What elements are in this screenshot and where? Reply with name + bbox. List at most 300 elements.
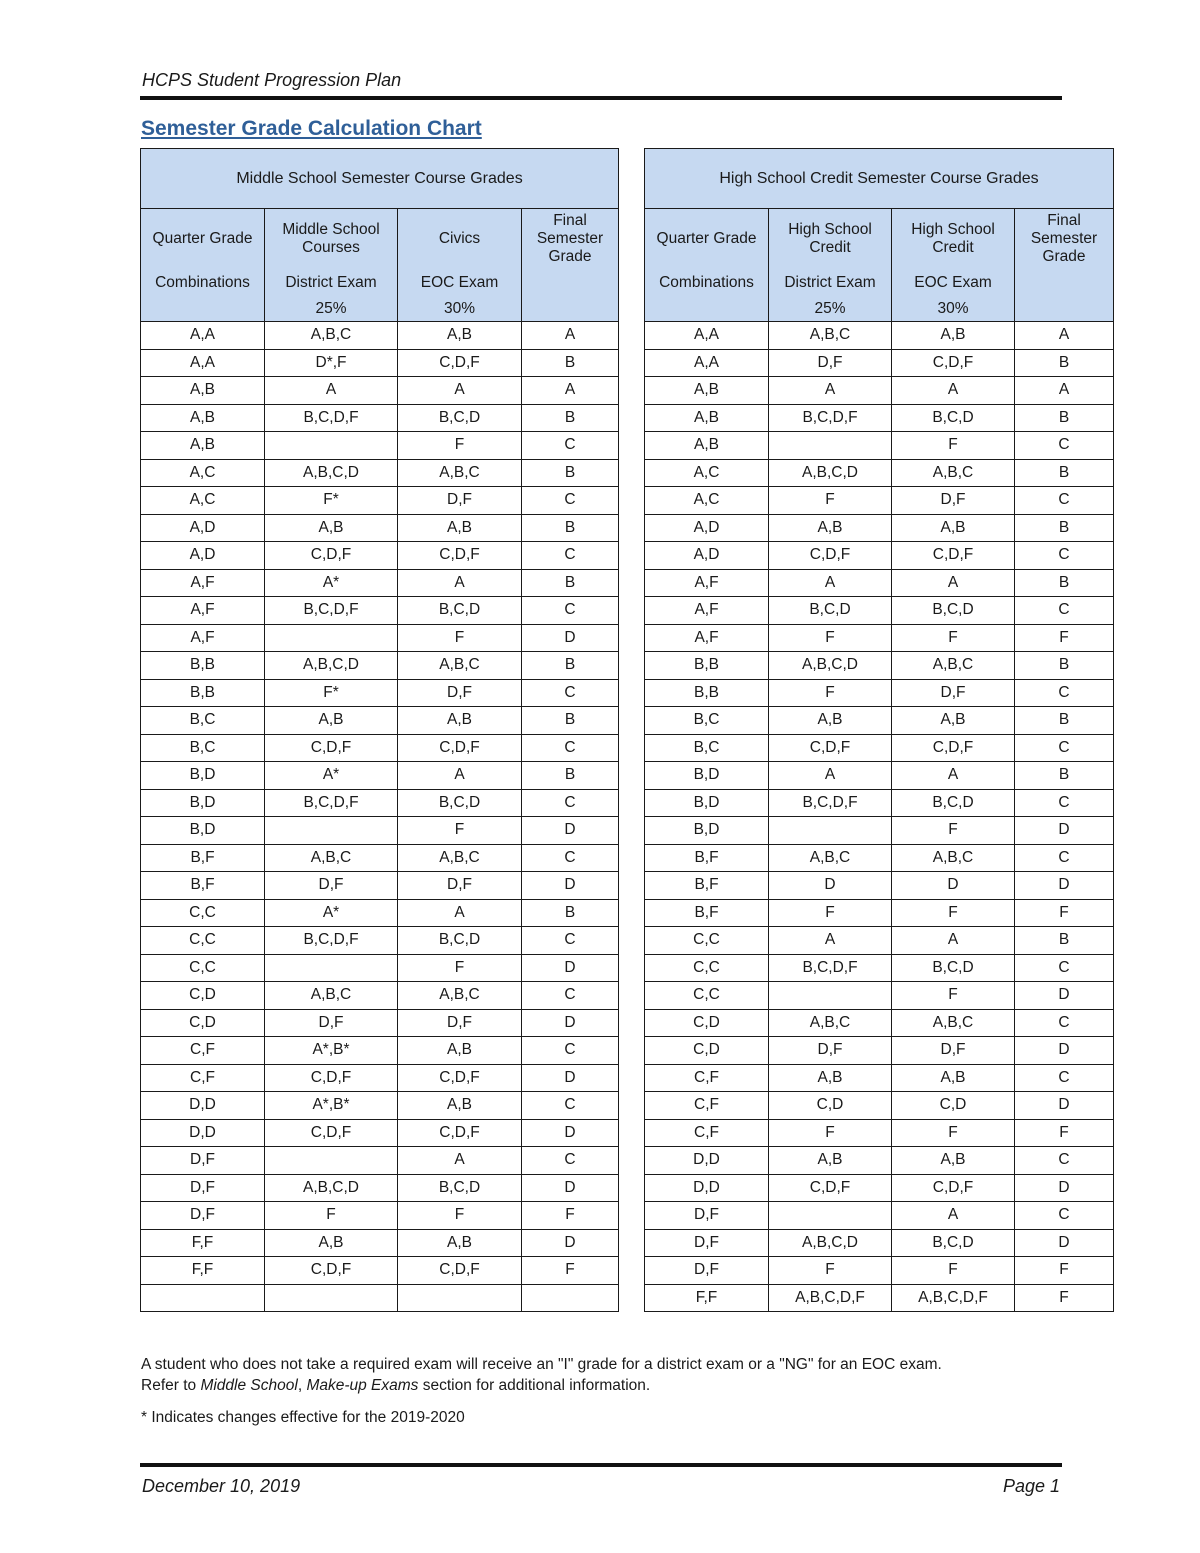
table-cell: C [522, 927, 619, 955]
table-cell: D [1015, 872, 1114, 900]
table-cell: A [398, 1147, 522, 1175]
table-cell: A,A [645, 322, 769, 350]
table-cell: D,F [645, 1257, 769, 1285]
table-cell: B,C,D [398, 1174, 522, 1202]
table-cell: A [398, 899, 522, 927]
table-cell: A,F [141, 569, 265, 597]
column-weight [645, 297, 769, 322]
column-weight: 30% [398, 297, 522, 322]
table-cell: B,C,D [892, 789, 1015, 817]
table-row [645, 872, 1114, 900]
table-cell: B [522, 514, 619, 542]
table-cell: C,D,F [398, 542, 522, 570]
table-cell: C,D [645, 1009, 769, 1037]
table-row [645, 432, 1114, 460]
table-cell: A* [265, 762, 398, 790]
refer-note [141, 1377, 650, 1395]
table-cell: A [769, 569, 892, 597]
table-cell: B [1015, 652, 1114, 680]
table-cell: A,C [645, 459, 769, 487]
table-cell: C [522, 597, 619, 625]
table-cell: A [892, 927, 1015, 955]
table-row [645, 597, 1114, 625]
table-cell [769, 817, 892, 845]
table-cell: D,D [141, 1092, 265, 1120]
table-cell: C [522, 1037, 619, 1065]
table-cell: A,B [892, 1147, 1015, 1175]
table-row [141, 1037, 619, 1065]
table-cell: D [522, 1174, 619, 1202]
table-cell: B,C,D [769, 597, 892, 625]
table-cell: B [1015, 514, 1114, 542]
table-cell: C [1015, 1009, 1114, 1037]
table-cell: C,C [645, 954, 769, 982]
table-cell: B,C,D,F [265, 597, 398, 625]
table-cell: D,F [892, 1037, 1015, 1065]
table-row [645, 459, 1114, 487]
column-weight [141, 297, 265, 322]
table-row [141, 1257, 619, 1285]
table-cell [769, 982, 892, 1010]
table-cell: F [892, 432, 1015, 460]
table-cell: F [398, 954, 522, 982]
table-row [141, 1147, 619, 1175]
table-row [645, 1147, 1114, 1175]
table-row [645, 1064, 1114, 1092]
table-cell: A,F [141, 624, 265, 652]
table-cell: A,B,C [892, 459, 1015, 487]
table-cell: C,D,F [265, 1119, 398, 1147]
table-cell: C,D [645, 1037, 769, 1065]
table-cell: F [522, 1257, 619, 1285]
refer-section-makeup: Make-up Exams [306, 1377, 419, 1394]
column-header: High School Credit [769, 209, 892, 270]
table-cell: A,B [769, 1064, 892, 1092]
table-row [141, 322, 619, 350]
table-cell: D [522, 817, 619, 845]
table-row [141, 789, 619, 817]
table-cell: F* [265, 679, 398, 707]
table-cell: A,D [645, 542, 769, 570]
table-cell: F [892, 1119, 1015, 1147]
table-row [141, 982, 619, 1010]
table-cell: D,F [398, 1009, 522, 1037]
middle-group-title: Middle School Semester Course Grades [141, 149, 619, 209]
table-cell: B,C,D [892, 954, 1015, 982]
table-cell: B [522, 899, 619, 927]
table-row [141, 1009, 619, 1037]
table-cell: B,F [645, 872, 769, 900]
table-row [141, 432, 619, 460]
table-cell: F [1015, 1257, 1114, 1285]
table-cell: A,B,C,D [769, 652, 892, 680]
table-cell: B,C,D,F [769, 789, 892, 817]
header-rule [140, 96, 1062, 100]
table-cell: F [1015, 1119, 1114, 1147]
table-cell: D [1015, 982, 1114, 1010]
table-cell: C [1015, 844, 1114, 872]
table-cell: B,D [645, 789, 769, 817]
high-group-title: High School Credit Semester Course Grades [645, 149, 1114, 209]
table-cell: A,D [141, 514, 265, 542]
table-cell: A,B [141, 432, 265, 460]
table-cell: C [522, 679, 619, 707]
table-cell: C,D [769, 1092, 892, 1120]
table-cell: A,B [769, 1147, 892, 1175]
footer-page-number: Page 1 [1002, 1476, 1060, 1496]
table-row [645, 514, 1114, 542]
table-cell: B,C,D,F [265, 789, 398, 817]
table-cell: C [1015, 954, 1114, 982]
table-cell: A,B,C [398, 459, 522, 487]
table-cell: C [522, 1147, 619, 1175]
table-row [141, 487, 619, 515]
table-cell: A,B [398, 322, 522, 350]
high-school-table [644, 148, 1114, 1312]
table-cell: D [769, 872, 892, 900]
table-cell: A,B,C [892, 1009, 1015, 1037]
table-cell: A,F [645, 597, 769, 625]
table-cell: C,C [645, 927, 769, 955]
column-weight: 25% [769, 297, 892, 322]
table-cell: F [1015, 899, 1114, 927]
table-cell: F [892, 899, 1015, 927]
table-cell: B [522, 652, 619, 680]
table-cell: F [892, 624, 1015, 652]
table-row [141, 1202, 619, 1230]
table-cell: C [522, 487, 619, 515]
table-row [141, 514, 619, 542]
table-cell: D [1015, 817, 1114, 845]
table-cell: A,B,C,D [769, 1229, 892, 1257]
table-cell: C,D,F [398, 1064, 522, 1092]
table-row [141, 817, 619, 845]
table-cell: C,D,F [265, 1257, 398, 1285]
table-cell: D [522, 624, 619, 652]
table-cell: C [1015, 679, 1114, 707]
table-cell: A,F [645, 624, 769, 652]
table-cell: F [398, 1202, 522, 1230]
table-cell: A,C [645, 487, 769, 515]
table-row [141, 954, 619, 982]
table-row [141, 569, 619, 597]
table-row [141, 844, 619, 872]
table-cell: A,B [265, 707, 398, 735]
table-cell: B,B [141, 679, 265, 707]
table-cell: D [522, 1229, 619, 1257]
table-cell: F [398, 817, 522, 845]
table-row [141, 1229, 619, 1257]
table-row [645, 679, 1114, 707]
column-subheader: Combinations [141, 269, 265, 297]
refer-prefix: Refer to [141, 1377, 201, 1394]
table-cell: A [522, 377, 619, 405]
table-row [645, 1037, 1114, 1065]
table-cell: C,D,F [265, 1064, 398, 1092]
table-cell: A,B,C [398, 844, 522, 872]
table-cell: A,B,C [265, 844, 398, 872]
column-subheader: District Exam [265, 269, 398, 297]
table-cell: A,D [645, 514, 769, 542]
table-cell: A,B,C [398, 652, 522, 680]
table-row [645, 624, 1114, 652]
table-cell: C,D,F [892, 542, 1015, 570]
table-cell: C,D [892, 1092, 1015, 1120]
table-row [141, 377, 619, 405]
table-row [141, 624, 619, 652]
table-cell: B,C,D,F [265, 404, 398, 432]
table-row [141, 927, 619, 955]
column-subheader: District Exam [769, 269, 892, 297]
table-cell: D [892, 872, 1015, 900]
column-weight: 25% [265, 297, 398, 322]
table-cell: B,F [141, 872, 265, 900]
table-row [141, 459, 619, 487]
table-cell: C [1015, 432, 1114, 460]
table-row [645, 652, 1114, 680]
table-cell: B [1015, 459, 1114, 487]
table-row [645, 569, 1114, 597]
table-cell: C [1015, 1147, 1114, 1175]
table-cell: B,B [645, 679, 769, 707]
table-cell: D,F [141, 1174, 265, 1202]
table-cell: C,D,F [265, 734, 398, 762]
table-row [141, 1174, 619, 1202]
table-row [645, 1284, 1114, 1312]
table-cell: C,D,F [398, 1119, 522, 1147]
table-cell: C [1015, 597, 1114, 625]
table-cell: C [1015, 734, 1114, 762]
table-row [645, 899, 1114, 927]
table-row [645, 349, 1114, 377]
footer-date: December 10, 2019 [142, 1476, 301, 1496]
table-cell: D,F [645, 1229, 769, 1257]
table-row [141, 762, 619, 790]
table-row [645, 404, 1114, 432]
table-cell: A [1015, 322, 1114, 350]
table-cell: D,D [141, 1119, 265, 1147]
table-cell [265, 1147, 398, 1175]
table-row [645, 1119, 1114, 1147]
table-row [645, 762, 1114, 790]
table-cell: D*,F [265, 349, 398, 377]
table-cell: A,B,C [265, 322, 398, 350]
table-cell: A,B [645, 432, 769, 460]
table-cell: B,C,D [398, 927, 522, 955]
table-cell: B [522, 404, 619, 432]
table-cell: A,F [645, 569, 769, 597]
table-cell: B [522, 459, 619, 487]
table-cell: B [522, 707, 619, 735]
table-cell [265, 1284, 398, 1312]
table-cell: D,F [892, 487, 1015, 515]
table-cell: B [522, 569, 619, 597]
table-row [141, 734, 619, 762]
table-row [645, 1229, 1114, 1257]
table-cell: F [522, 1202, 619, 1230]
table-cell: B,C,D,F [769, 954, 892, 982]
table-cell: C [1015, 1064, 1114, 1092]
table-cell: A,A [645, 349, 769, 377]
table-row [645, 954, 1114, 982]
table-cell: D [522, 1119, 619, 1147]
table-cell: A [265, 377, 398, 405]
table-cell: C,D,F [398, 1257, 522, 1285]
table-cell: C,D [141, 1009, 265, 1037]
table-cell: D,F [769, 349, 892, 377]
table-cell: C,F [141, 1037, 265, 1065]
table-row [645, 1202, 1114, 1230]
table-cell: A,B [892, 707, 1015, 735]
table-row [141, 349, 619, 377]
table-cell: A,B [645, 404, 769, 432]
table-cell: F [892, 817, 1015, 845]
table-cell: D,F [769, 1037, 892, 1065]
table-cell: C [522, 982, 619, 1010]
table-cell: A,B [398, 1229, 522, 1257]
table-cell: D [522, 872, 619, 900]
table-cell: A,C [141, 487, 265, 515]
table-cell: A,B,C [769, 1009, 892, 1037]
table-cell: C,D,F [265, 542, 398, 570]
table-cell: A*,B* [265, 1092, 398, 1120]
table-cell: A,B,C,D [265, 459, 398, 487]
table-row [141, 542, 619, 570]
table-cell: A,B,C [769, 844, 892, 872]
table-cell: D [1015, 1092, 1114, 1120]
table-cell: B,C,D [892, 597, 1015, 625]
table-cell: C [1015, 789, 1114, 817]
page-header: HCPS Student Progression Plan [142, 70, 402, 90]
table-cell: C,D,F [892, 349, 1015, 377]
table-cell: A,B [265, 514, 398, 542]
table-cell: F [398, 432, 522, 460]
table-cell: B,F [141, 844, 265, 872]
table-cell: A,B [141, 377, 265, 405]
table-cell: B,C,D,F [769, 404, 892, 432]
table-cell: A* [265, 899, 398, 927]
table-cell: A,B [398, 514, 522, 542]
table-cell: D,F [141, 1202, 265, 1230]
table-cell: A,B [398, 707, 522, 735]
table-cell: B,C,D,F [265, 927, 398, 955]
refer-sep: , [297, 1377, 307, 1394]
table-cell: D,D [645, 1174, 769, 1202]
column-weight [1015, 297, 1114, 322]
table-cell: A,B,C,D,F [892, 1284, 1015, 1312]
table-cell: C,D,F [892, 1174, 1015, 1202]
table-cell: A [398, 377, 522, 405]
table-cell: F [769, 899, 892, 927]
table-cell: C,F [645, 1092, 769, 1120]
column-weight: 30% [892, 297, 1015, 322]
table-cell: D,F [141, 1147, 265, 1175]
column-header: Middle School Courses [265, 209, 398, 270]
table-cell [141, 1284, 265, 1312]
table-row [645, 542, 1114, 570]
table-row [645, 817, 1114, 845]
column-header: High School Credit [892, 209, 1015, 270]
table-cell: C [522, 789, 619, 817]
table-cell: D [1015, 1174, 1114, 1202]
table-cell: F [769, 679, 892, 707]
table-cell: F [892, 1257, 1015, 1285]
table-cell: A [892, 569, 1015, 597]
table-cell: B,C,D [398, 597, 522, 625]
table-row [141, 899, 619, 927]
table-cell: A,C [141, 459, 265, 487]
table-cell: B,D [141, 789, 265, 817]
table-cell: D,F [265, 872, 398, 900]
table-cell: A,B [892, 514, 1015, 542]
table-cell: C [1015, 542, 1114, 570]
column-header: Final Semester Grade [522, 209, 619, 270]
table-cell: A*,B* [265, 1037, 398, 1065]
table-cell: A,B [141, 404, 265, 432]
table-cell: C [522, 844, 619, 872]
table-cell [769, 432, 892, 460]
table-cell: F [769, 624, 892, 652]
table-row [141, 1064, 619, 1092]
table-cell: D,F [398, 487, 522, 515]
table-cell: B,C [645, 734, 769, 762]
table-cell: B,C [645, 707, 769, 735]
refer-section-middle: Middle School [200, 1377, 298, 1394]
table-cell: F [1015, 1284, 1114, 1312]
table-cell: D,F [398, 872, 522, 900]
table-cell: B [1015, 349, 1114, 377]
table-cell: A,D [141, 542, 265, 570]
table-cell: D [522, 1064, 619, 1092]
table-cell: B [1015, 404, 1114, 432]
table-cell [522, 1284, 619, 1312]
table-cell: D [522, 1009, 619, 1037]
table-cell: D,D [645, 1147, 769, 1175]
table-cell: A [892, 762, 1015, 790]
table-cell: C,D,F [769, 1174, 892, 1202]
table-row [645, 734, 1114, 762]
table-cell: C,D,F [769, 734, 892, 762]
table-cell: C,C [645, 982, 769, 1010]
table-cell: C,F [645, 1119, 769, 1147]
table-cell [265, 954, 398, 982]
table-cell: F [769, 487, 892, 515]
table-cell: A,B [398, 1092, 522, 1120]
table-row [141, 1284, 619, 1312]
table-cell [265, 624, 398, 652]
table-cell: A [522, 322, 619, 350]
table-row [141, 707, 619, 735]
table-cell: B [522, 762, 619, 790]
table-cell: A* [265, 569, 398, 597]
table-cell: C,F [645, 1064, 769, 1092]
table-cell: A [398, 762, 522, 790]
table-cell: F,F [141, 1257, 265, 1285]
table-cell: B,D [645, 817, 769, 845]
table-row [645, 487, 1114, 515]
table-row [645, 1257, 1114, 1285]
table-cell: A,B [892, 322, 1015, 350]
table-cell [265, 817, 398, 845]
table-cell: A,A [141, 322, 265, 350]
table-cell: A,B,C [398, 982, 522, 1010]
table-cell: D,F [265, 1009, 398, 1037]
table-cell: B,C,D [892, 1229, 1015, 1257]
column-header: Quarter Grade [141, 209, 265, 270]
table-cell: F [265, 1202, 398, 1230]
table-cell: C,D,F [398, 349, 522, 377]
table-cell: C [522, 1092, 619, 1120]
